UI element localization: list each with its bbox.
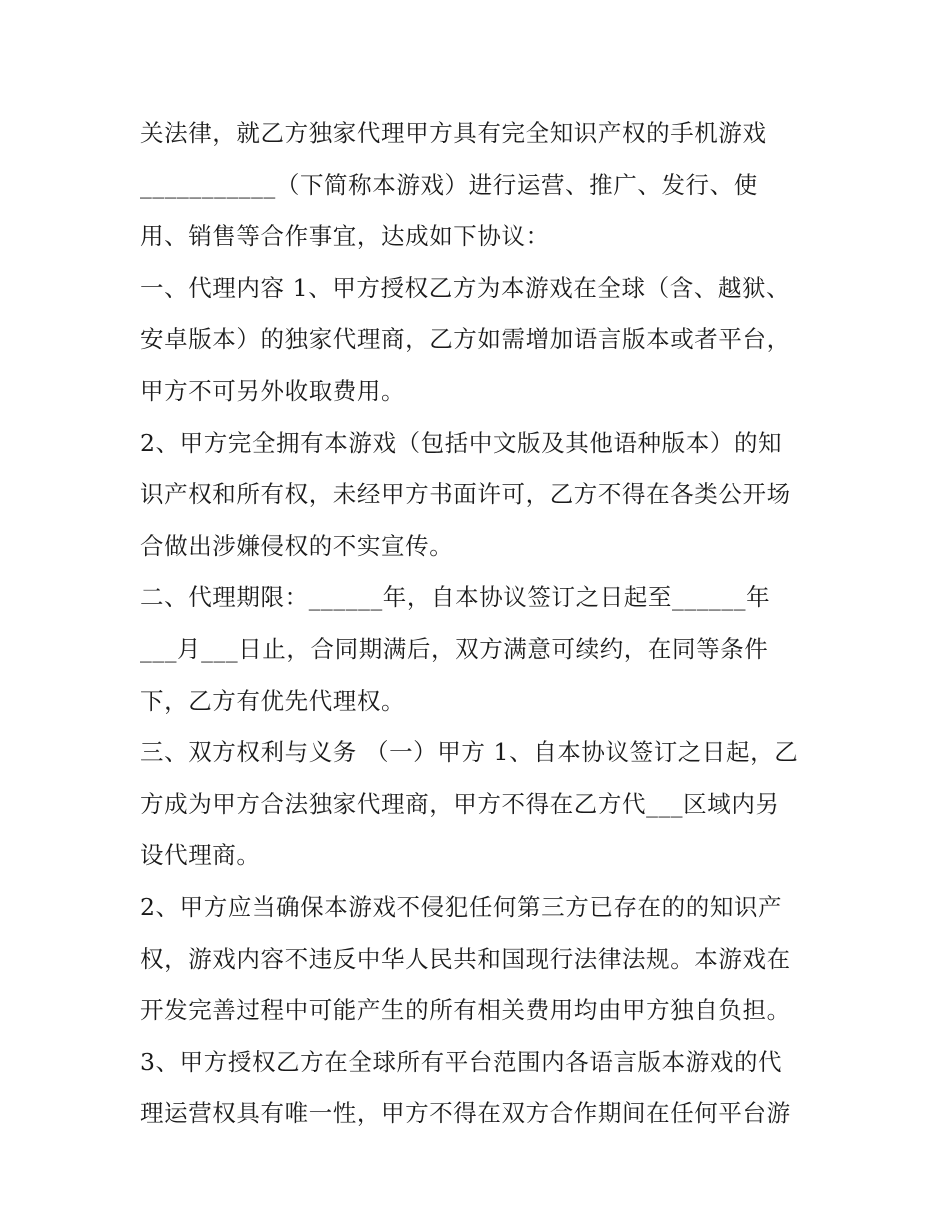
text-line: 二、代理期限：______年，自本协议签订之日起至______年 xyxy=(140,583,771,612)
text-line: 设代理商。 xyxy=(140,841,261,870)
document-body xyxy=(140,108,820,1140)
text-line: 一、代理内容 1、甲方授权乙方为本游戏在全球（含、越狱、 xyxy=(140,273,791,302)
text-line: 下，乙方有优先代理权。 xyxy=(140,686,406,715)
text-line: ___月___日止，合同期满后，双方满意可续约，在同等条件 xyxy=(140,634,769,663)
text-line: 三、双方权利与义务 （一）甲方 1、自本协议签订之日起，乙 xyxy=(140,738,799,767)
text-line: 方成为甲方合法独家代理商，甲方不得在乙方代___区域内另 xyxy=(140,789,780,818)
text-line: 合做出涉嫌侵权的不实宣传。 xyxy=(140,531,454,560)
text-line: 识产权和所有权，未经甲方书面许可，乙方不得在各类公开场 xyxy=(140,480,791,509)
text-line: ___________（下简称本游戏）进行运营、推广、发行、使 xyxy=(140,170,758,199)
text-line: 开发完善过程中可能产生的所有相关费用均由甲方独自负担。 xyxy=(140,996,791,1025)
text-line: 权，游戏内容不违反中华人民共和国现行法律法规。本游戏在 xyxy=(140,944,791,973)
text-line: 安卓版本）的独家代理商，乙方如需增加语言版本或者平台， xyxy=(140,325,791,354)
text-line: 3、甲方授权乙方在全球所有平台范围内各语言版本游戏的代 xyxy=(140,1047,783,1076)
text-line: 2、甲方完全拥有本游戏（包括中文版及其他语种版本）的知 xyxy=(140,428,783,457)
text-line: 关法律，就乙方独家代理甲方具有完全知识产权的手机游戏 xyxy=(140,119,767,147)
text-line: 2、甲方应当确保本游戏不侵犯任何第三方已存在的的知识产 xyxy=(140,892,783,921)
text-line: 甲方不可另外收取费用。 xyxy=(140,376,406,405)
text-line: 用、销售等合作事宜，达成如下协议： xyxy=(140,222,550,251)
text-line: 理运营权具有唯一性，甲方不得在双方合作期间在任何平台游 xyxy=(140,1099,791,1128)
